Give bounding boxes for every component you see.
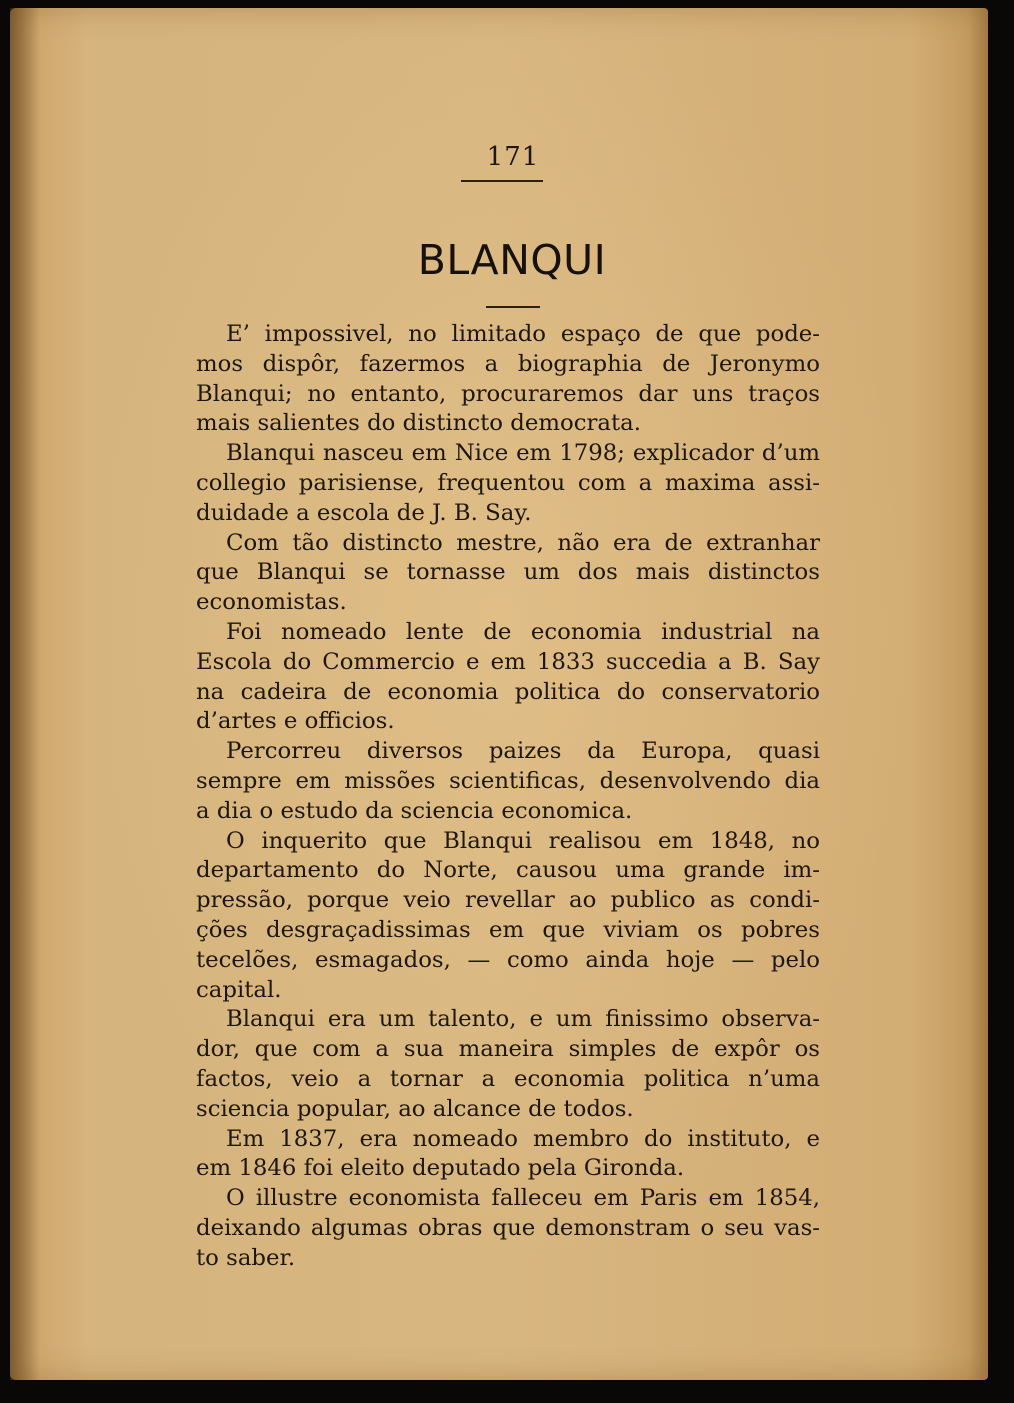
page-number: 171 — [486, 142, 540, 172]
paragraph — [196, 737, 820, 826]
paragraph — [196, 618, 820, 737]
text-line: Foi nomeado lente de economia industrial na — [226, 618, 820, 645]
text-line: Escola do Commercio e em 1833 succedia a B. Say — [196, 648, 820, 675]
page-number-rule — [461, 180, 543, 182]
text-line: ções desgraçadissimas em que viviam os pobres — [196, 916, 820, 943]
text-line: sempre em missões scientificas, desenvolvendo dia — [196, 767, 820, 794]
chapter-title: BLANQUI — [417, 236, 607, 284]
paragraph — [196, 827, 820, 1006]
text-line: to saber. — [196, 1244, 296, 1271]
text-line: deixando algumas obras que demonstram o seu vas- — [196, 1214, 820, 1241]
text-line: Blanqui nasceu em Nice em 1798; explicador d’um — [226, 440, 820, 467]
text-line: economistas. — [196, 589, 347, 616]
text-line: a dia o estudo da sciencia economica. — [196, 797, 633, 824]
text-line: que Blanqui se tornasse um dos mais distinctos — [196, 559, 820, 586]
text-line: na cadeira de economia politica do conservatorio — [196, 678, 820, 705]
paragraph — [196, 320, 820, 439]
text-line: sciencia popular, ao alcance de todos. — [196, 1095, 634, 1122]
text-line: capital. — [196, 976, 282, 1003]
text-line: O inquerito que Blanqui realisou em 1848, no — [226, 827, 820, 854]
text-line: Com tão distincto mestre, não era de extranhar — [226, 529, 820, 556]
paragraph — [196, 1005, 820, 1124]
text-line: Blanqui era um talento, e um finissimo observa- — [226, 1006, 820, 1033]
page-spine-shadow — [10, 8, 40, 1380]
body-text — [196, 320, 820, 1274]
title-rule — [486, 306, 540, 308]
text-line: d’artes e officios. — [196, 708, 395, 735]
text-line: Em 1837, era nomeado membro do instituto, e — [226, 1125, 820, 1152]
text-line: duidade a escola de J. B. Say. — [196, 499, 532, 526]
text-line: mais salientes do distincto democrata. — [196, 410, 641, 437]
paragraph — [196, 1125, 820, 1185]
text-line: departamento do Norte, causou uma grande im- — [196, 857, 820, 884]
text-line: Percorreu diversos paizes da Europa, quasi — [226, 738, 820, 765]
text-line: collegio parisiense, frequentou com a maxima assi- — [196, 469, 820, 496]
paragraph — [196, 1184, 820, 1273]
page-content — [196, 140, 820, 1274]
text-line: tecelões, esmagados, — como ainda hoje — pelo — [196, 946, 820, 973]
paragraph — [196, 439, 820, 528]
text-line: factos, veio a tornar a economia politica n’uma — [196, 1065, 820, 1092]
text-line: mos dispôr, fazermos a biographia de Jeronymo — [196, 350, 820, 377]
text-line: O illustre economista falleceu em Paris em 1854, — [226, 1185, 820, 1212]
text-line: E’ impossivel, no limitado espaço de que pode- — [226, 321, 820, 347]
text-line: em 1846 foi eleito deputado pela Gironda. — [196, 1155, 685, 1182]
paragraph — [196, 529, 820, 618]
text-line: pressão, porque veio revellar ao publico as condi- — [196, 887, 820, 914]
text-line: Blanqui; no entanto, procuraremos dar uns traços — [196, 380, 820, 407]
text-line: dor, que com a sua maneira simples de expôr os — [196, 1036, 820, 1063]
